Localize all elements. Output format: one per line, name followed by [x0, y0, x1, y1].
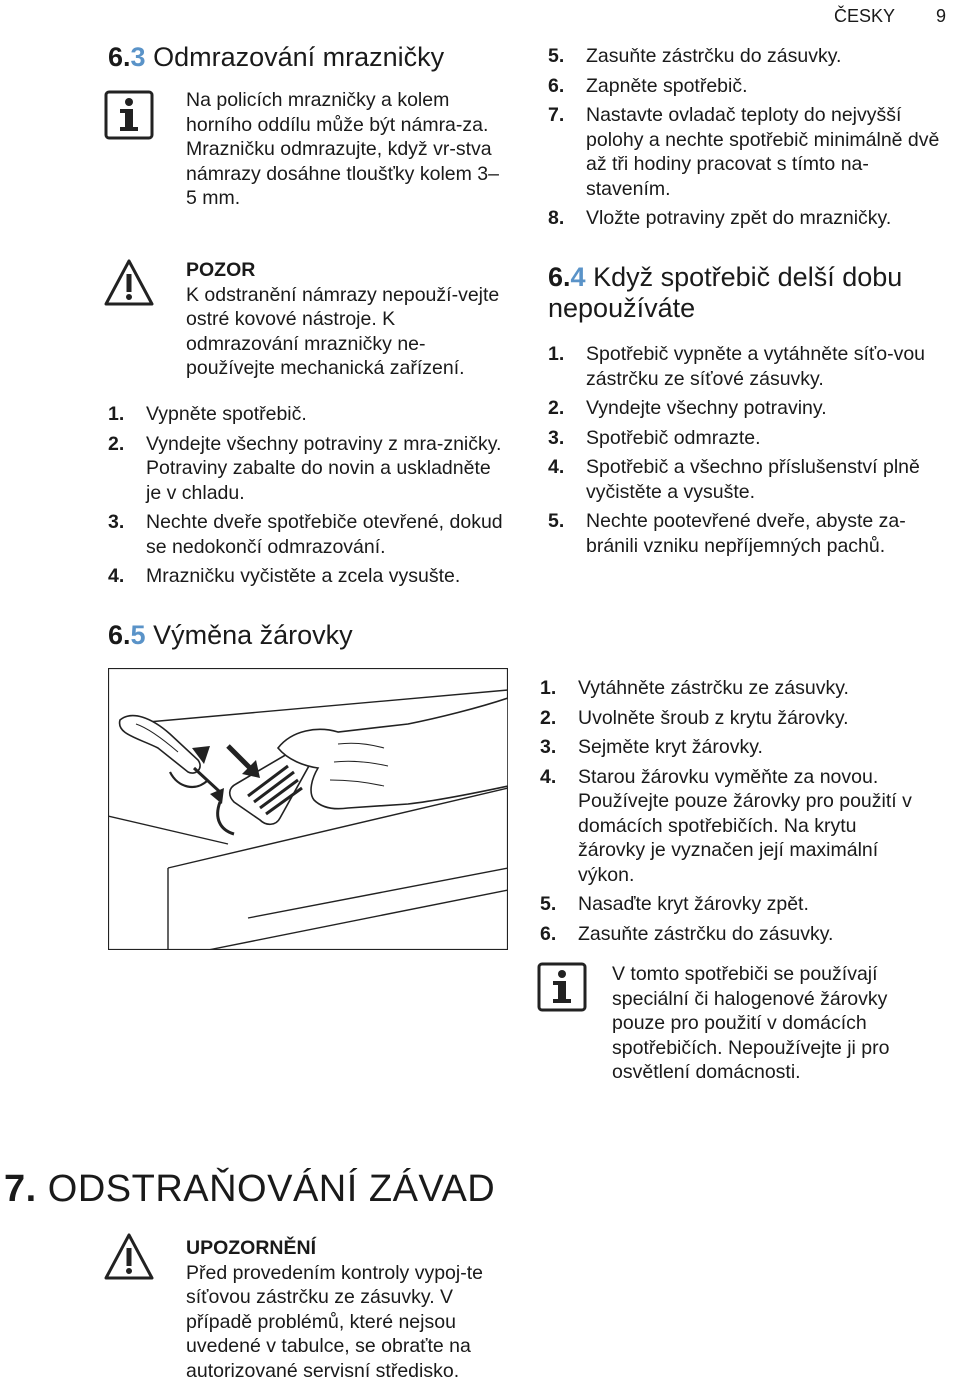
section-6-3-title: 6.3 Odmrazování mrazničky [108, 42, 445, 72]
lamp-info-note: V tomto spotřebiči se používají speciální či halogenové žárovky pouze pro použití v domácích spotřebičích. Nepoužívejte ji pro osvětlení domácnosti. [612, 963, 890, 1083]
list-item: 2. Vyndejte všechny potraviny. [548, 397, 827, 419]
defrost-caution-note [186, 258, 506, 381]
section-6-5-title: 6.5 Výměna žárovky [108, 620, 353, 650]
troubleshooting-warning-note [186, 1236, 516, 1383]
list-item: 6. Zapněte spotřebič. [548, 74, 748, 97]
list-item: 2. Uvolněte šroub z krytu žárovky. [540, 706, 849, 729]
section-6-4-title: 6.4 Když spotřebič delší dobu nepoužíváte [548, 262, 903, 323]
list-item: 5. Nasaďte kryt žárovky zpět. [540, 893, 809, 915]
list-item: 3. Nechte dveře spotřebiče otevřené, dokud se nedokončí odmrazování. [108, 511, 503, 558]
caution-label: POZOR [186, 259, 256, 281]
list-item: 1. Vytáhněte zástrčku ze zásuvky. [540, 677, 849, 699]
info-icon [104, 90, 154, 140]
warning-triangle-icon [104, 258, 154, 308]
warning-label: UPOZORNĚNÍ [186, 1237, 317, 1259]
list-item: 5. Nechte pootevřené dveře, abyste za-bránili vzniku nepříjemných pachů. [548, 510, 906, 557]
list-item: 2. Vyndejte všechny potraviny z mra-zničky. Potraviny zabalte do novin a uskladněte je v chladu. [108, 432, 502, 504]
page-number: 9 [936, 6, 947, 26]
list-item: 8. Vložte potraviny zpět do mrazničky. [548, 207, 892, 229]
caution-text: K odstranění námrazy nepouží-vejte ostré kovové nástroje. K odmrazování mrazničky ne-používejte mechanická zařízení. [186, 283, 500, 379]
list-item: 3. Sejměte kryt žárovky. [540, 736, 763, 758]
list-item: 5. Zasuňte zástrčku do zásuvky. [548, 45, 842, 67]
header-language: ČESKY [834, 6, 896, 26]
warning-text: Před provedením kontroly vypoj-te síťovou zástrčku ze zásuvky. V případě problémů, které nejsou uvedené v tabulce, se obraťte na autorizované servisní středisko. [186, 1261, 483, 1382]
chapter-7-title: 7. ODSTRAŇOVÁNÍ ZÁVAD [4, 1168, 496, 1210]
list-item: 6. Zasuňte zástrčku do zásuvky. [540, 922, 834, 945]
defrost-steps-list-a [108, 402, 508, 594]
warning-triangle-icon [104, 1232, 154, 1282]
lamp-steps-list [540, 676, 950, 951]
list-item: 1. Vypněte spotřebič. [108, 403, 307, 425]
info-icon [537, 962, 587, 1012]
defrost-steps-list-b [548, 44, 948, 236]
list-item: 7. Nastavte ovladač teploty do nejvyšší polohy a nechte spotřebič minimálně dvě až tři hodiny pracovat s tímto na-stavením. [548, 104, 940, 200]
list-item: 4. Starou žárovku vyměňte za novou. Používejte pouze žárovky pro použití v domácích spotřebičích. Na krytu žárovky je vyznačen její maximální výkon. [540, 765, 912, 886]
list-item: 3. Spotřebič odmrazte. [548, 426, 761, 449]
storage-steps-list [548, 342, 948, 563]
list-item: 1. Spotřebič vypněte a vytáhněte síťo-vou zástrčku ze síťové zásuvky. [548, 343, 926, 390]
defrost-info-note: Na policích mrazničky a kolem horního oddílu může být námra-za. Mrazničku odmrazujte, když vr-stva námrazy dosáhne tloušťky kolem 3–5 mm. [186, 89, 499, 209]
list-item: 4. Mrazničku vyčistěte a zcela vysušte. [108, 565, 461, 587]
lamp-replacement-illustration [108, 668, 508, 950]
list-item: 4. Spotřebič a všechno příslušenství plně vyčistěte a vysušte. [548, 456, 920, 503]
